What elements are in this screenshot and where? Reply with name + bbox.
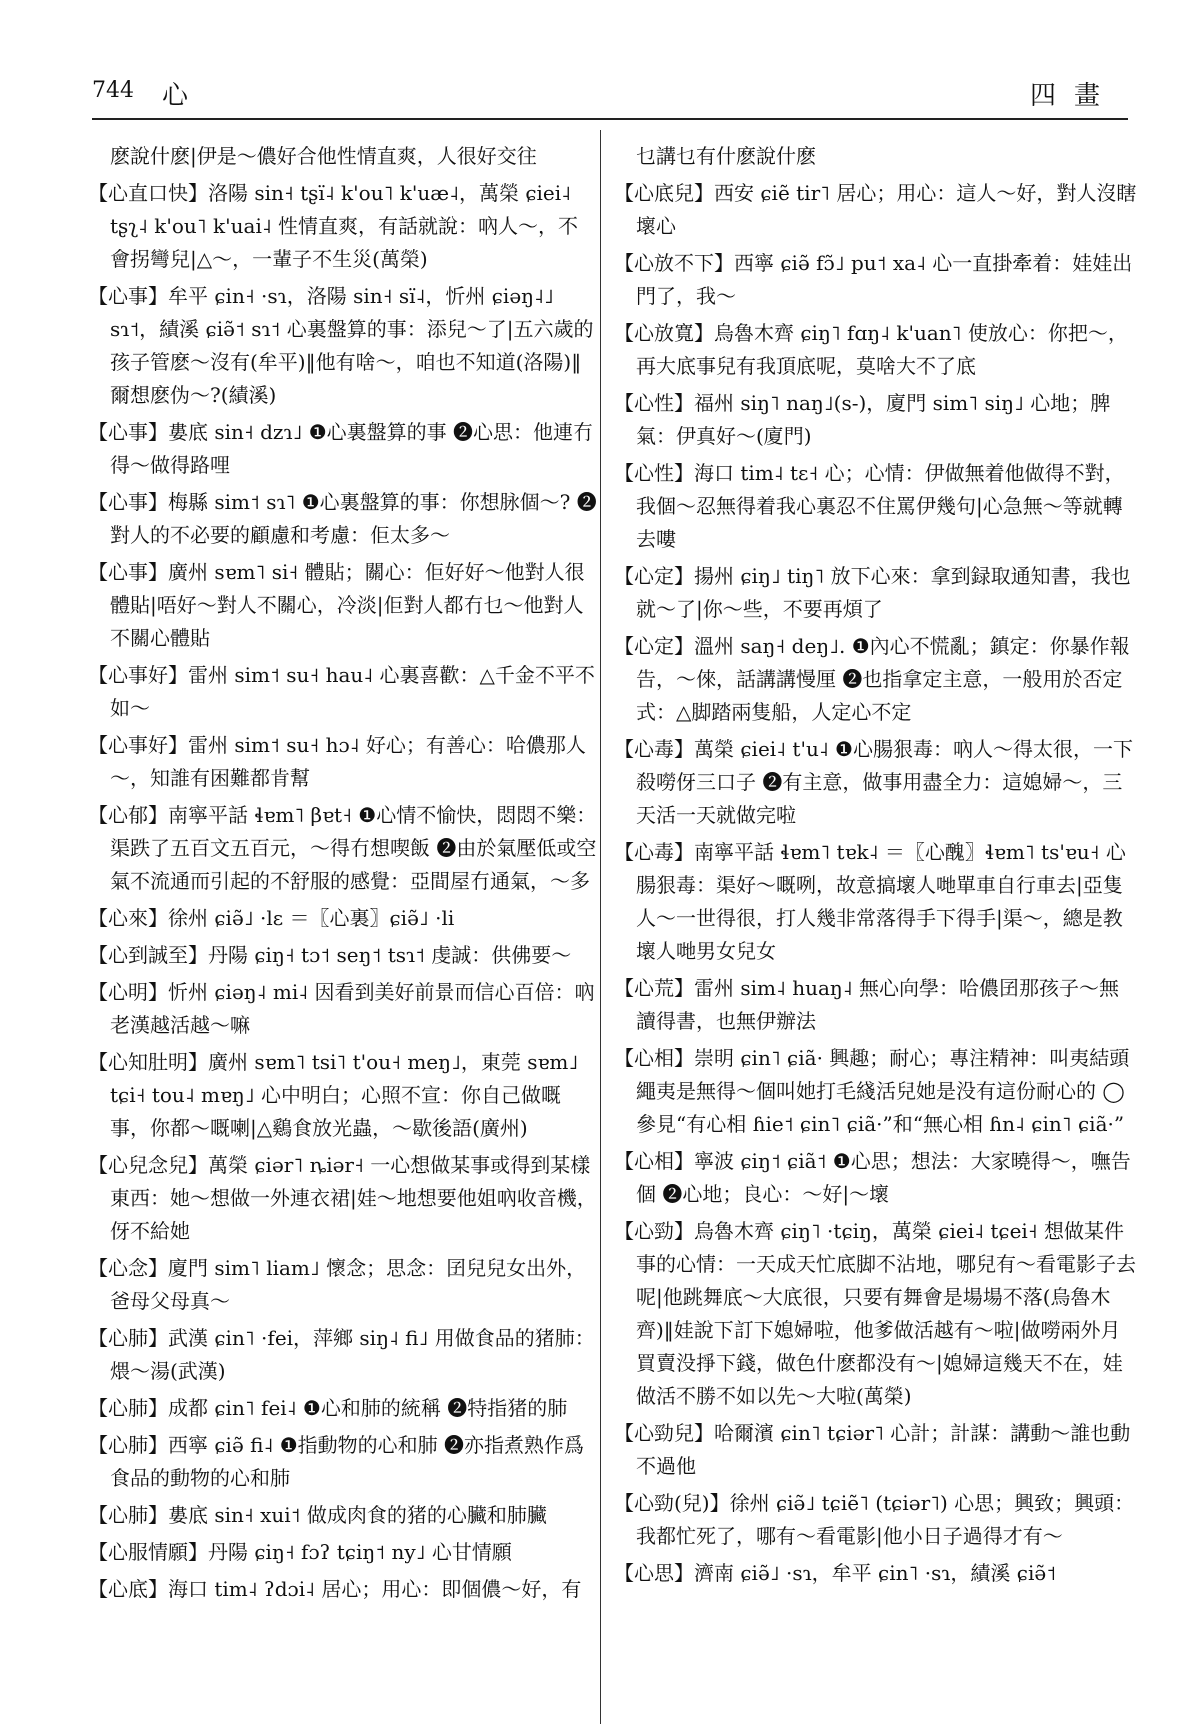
dictionary-entry: 【心來】徐州 ɕiə̃˩ ·lɛ ＝〖心裏〗ɕiə̃˩ ·li	[88, 906, 455, 930]
dictionary-entry: 【心相】崇明 ɕin˥ ɕiã· 興趣；耐心；專注精神：叫夷結頭繩夷是無得～個叫她打毛綫活兒她是没有這份耐心的 ◯參見“有心相 ɦie˦ ɕin˥ ɕiã·”和“無心相 ɦn˨ ɕin˥ ɕiã·”	[614, 1046, 1130, 1136]
dictionary-entry: 【心肺】武漢 ɕin˥ ·fei，萍鄉 siŋ˨ fi˩ 用做食品的猪肺：煨～湯(武漢)	[88, 1326, 595, 1383]
dictionary-entry: 【心服情願】丹陽 ɕiŋ˧ fɔʔ tɕiŋ˦ ny˩ 心甘情願	[88, 1540, 512, 1564]
dictionary-entry: 【心事】婁底 sin˧ dzɿ˩ ❶心裏盤算的事 ❷心思：他連冇得～做得路哩	[88, 420, 594, 477]
dictionary-entry: 【心肺】西寧 ɕiə̃ fi˨ ❶指動物的心和肺 ❷亦指煮熟作爲食品的動物的心和肺	[88, 1433, 584, 1490]
dictionary-entry: 【心毒】南寧平話 ɬɐm˥ tɐk˨ ＝〖心醜〗ɬɐm˥ ts'ɐu˧ 心腸狠毒：渠好～嘅咧，故意搞壞人哋單車自行車去|亞隻人～一世得很，打人幾非常落得手下得手|渠～，總是教壞人哋男女兒女	[614, 840, 1126, 963]
dictionary-entry: 【心思】濟南 ɕiə̃˩ ·sɿ，牟平 ɕin˥ ·sɿ，績溪 ɕiə̃˦	[614, 1561, 1057, 1585]
header-section: 四畫	[1029, 81, 1118, 111]
dictionary-entry: 【心性】福州 siŋ˥ naŋ˩(s-)，廈門 sim˥ siŋ˩ 心地；脾氣：伊真好～(廈門)	[614, 391, 1111, 448]
right-column	[614, 140, 1138, 1724]
dictionary-entry: 【心勁兒】哈爾濱 ɕin˥ tɕiər˥ 心計；計謀：講動～誰也動不過他	[614, 1421, 1131, 1478]
left-column	[88, 140, 598, 1724]
dictionary-entry: 【心知肚明】廣州 sɐm˥ tsi˥ t'ou˧ meŋ˩，東莞 sɐm˩ tɕi˧ tou˨ mɐŋ˩ 心中明白；心照不宣：你自己做嘅事，你都～嘅喇|△鷄食放光蟲，～歇後語(廣州)	[88, 1050, 579, 1140]
page-number: 744	[92, 78, 134, 103]
dictionary-entry: 【心念】廈門 sim˥ liam˩ 懷念；思念：囝兒兒女出外，爸母父母真～	[88, 1256, 587, 1313]
dictionary-entry: 【心明】忻州 ɕiəŋ˨ mi˨ 因看到美好前景而信心百倍：吶老漢越活越～嘛	[88, 980, 595, 1037]
dictionary-entry: 【心定】溫州 saŋ˧ deŋ˩. ❶內心不慌亂；鎮定：你暴作報告，～倈，話講講慢厘 ❷也指拿定主意，一般用於否定式：△脚踏兩隻船，人定心不定	[614, 634, 1130, 724]
header-rule	[92, 118, 1128, 120]
dictionary-entry: 【心放不下】西寧 ɕiə̃ fɔ̃˩ pu˦ xa˨ 心一直掛牽着：娃娃出門了，我～	[614, 251, 1133, 308]
dictionary-entry: 【心性】海口 tim˨ tɛ˧ 心；心情：伊做無着他做得不對，我個～忍無得着我心裏忍不住罵伊幾句|心急無～等就轉去嘍	[614, 461, 1125, 551]
dictionary-entry: 【心毒】萬榮 ɕiei˨ t'u˨ ❶心腸狠毒：吶人～得太很，一下殺嘮伢三口子 ❷有主意，做事用盡全力：這媳婦～，三天活一天就做完啦	[614, 737, 1133, 827]
dictionary-entry: 【心底】海口 tim˨ ʔdɔi˨ 居心；用心：即個儂～好，有	[88, 1577, 582, 1601]
page-header	[92, 78, 1128, 112]
dictionary-entry: 【心勁(兒)】徐州 ɕiə̃˩ tɕiẽ˥ (tɕiər˥) 心思；興致；興頭：我都忙死了，哪有～看電影|他小日子過得才有～	[614, 1491, 1135, 1548]
dictionary-entry: 【心到誠至】丹陽 ɕiŋ˧ tɔ˦ seŋ˦ tsɿ˦ 虔誠：供佛要～	[88, 943, 572, 967]
column-divider	[600, 130, 601, 1724]
dictionary-entry: 【心相】寧波 ɕiŋ˦ ɕiã˦ ❶心思；想法：大家曉得～，嘸告個 ❷心地；良心：～好|～壞	[614, 1149, 1131, 1206]
dictionary-entry: 【心直口快】洛陽 sin˧ tʂï˨ k'ou˥ k'uæ˨，萬榮 ɕiei˨ tʂʅ˨ k'ou˥ k'uai˨ 性情直爽，有話就說：吶人～，不會拐彎兒|△～，一輩子不生災(萬榮)	[88, 181, 579, 271]
dictionary-entry: 【心肺】婁底 sin˧ xui˦ 做成肉食的猪的心臟和肺臟	[88, 1503, 547, 1527]
dictionary-entry: 【心兒念兒】萬榮 ɕiər˥ ȵiər˧ 一心想做某事或得到某樣東西：她～想做一外連衣裙|娃～地想要他姐吶收音機，伢不給她	[88, 1153, 597, 1243]
dictionary-entry: 【心事好】雷州 sim˦ su˧ hau˨ 心裏喜歡：△千金不平不如～	[88, 663, 595, 720]
dictionary-entry: 【心放寬】烏魯木齊 ɕiŋ˥ fɑŋ˨ k'uan˥ 使放心：你把～，再大底事兒有我頂底呢，莫啥大不了底	[614, 321, 1128, 378]
dictionary-entry: 【心事】廣州 sɐm˥ si˧ 體貼；關心：佢好好～他對人很體貼|唔好～對人不關心，冷淡|佢對人都冇乜～他對人不關心體貼	[88, 560, 585, 650]
dictionary-entry: 【心定】揚州 ɕiŋ˩ tiŋ˥ 放下心來：拿到録取通知書，我也就～了|你～些，不要再煩了	[614, 564, 1131, 621]
dictionary-entry: 【心事好】雷州 sim˦ su˧ hɔ˨ 好心；有善心：哈儂那人～，知誰有困難都肯幫	[88, 733, 586, 790]
dictionary-entry: 【心荒】雷州 sim˨ huaŋ˨ 無心向學：哈儂囝那孩子～無讀得書，也無伊辦法	[614, 976, 1119, 1033]
dictionary-entry: 【心肺】成都 ɕin˥ fei˨ ❶心和肺的統稱 ❷特指猪的肺	[88, 1396, 568, 1420]
dictionary-entry: 乜講乜有什麽說什麽	[636, 144, 816, 168]
dictionary-entry: 【心事】牟平 ɕin˧ ·sɿ，洛陽 sin˧ sï˨，忻州 ɕiəŋ˨˩ sɿ˦，績溪 ɕiə̃˦ sɿ˦ 心裏盤算的事：添兒～了|五六歲的孩子管麽～沒有(牟平)‖他有啥～，咱也不知道(洛陽)‖爾想麽伪～?(績溪)	[88, 284, 594, 407]
dictionary-entry: 【心事】梅縣 sim˦ sɿ˥ ❶心裏盤算的事：你想脉個～? ❷對人的不必要的顧慮和考慮：佢太多～	[88, 490, 597, 547]
dictionary-entry: 【心底兒】西安 ɕiẽ tir˥ 居心；用心：這人～好，對人沒瞎壞心	[614, 181, 1137, 238]
dictionary-entry: 【心郁】南寧平話 ɬɐm˥ βɐt˧ ❶心情不愉快，悶悶不樂：渠跌了五百文五百元，～得冇想喫飯 ❷由於氣壓低或空氣不流通而引起的不舒服的感覺：亞間屋冇通氣，～多	[88, 803, 597, 893]
dictionary-entry: 麽說什麽|伊是～儂好合他性情直爽，人很好交往	[110, 144, 537, 168]
header-head-char: 心	[162, 81, 189, 111]
dictionary-entry: 【心勁】烏魯木齊 ɕiŋ˥ ·tɕiŋ，萬榮 ɕiei˨ tɕei˧ 想做某件事的心情：一天成天忙底脚不沾地，哪兒有～看電影子去呢|他跳舞底～大底很，只要有舞會是場場不落(烏魯木齊)‖娃說下訂下媳婦啦，他爹做活越有～啦|做嘮兩外月買賣没掙下錢，做色什麽都没有～|媳婦這幾天不在，娃做活不勝不如以先～大啦(萬榮)	[614, 1219, 1136, 1408]
